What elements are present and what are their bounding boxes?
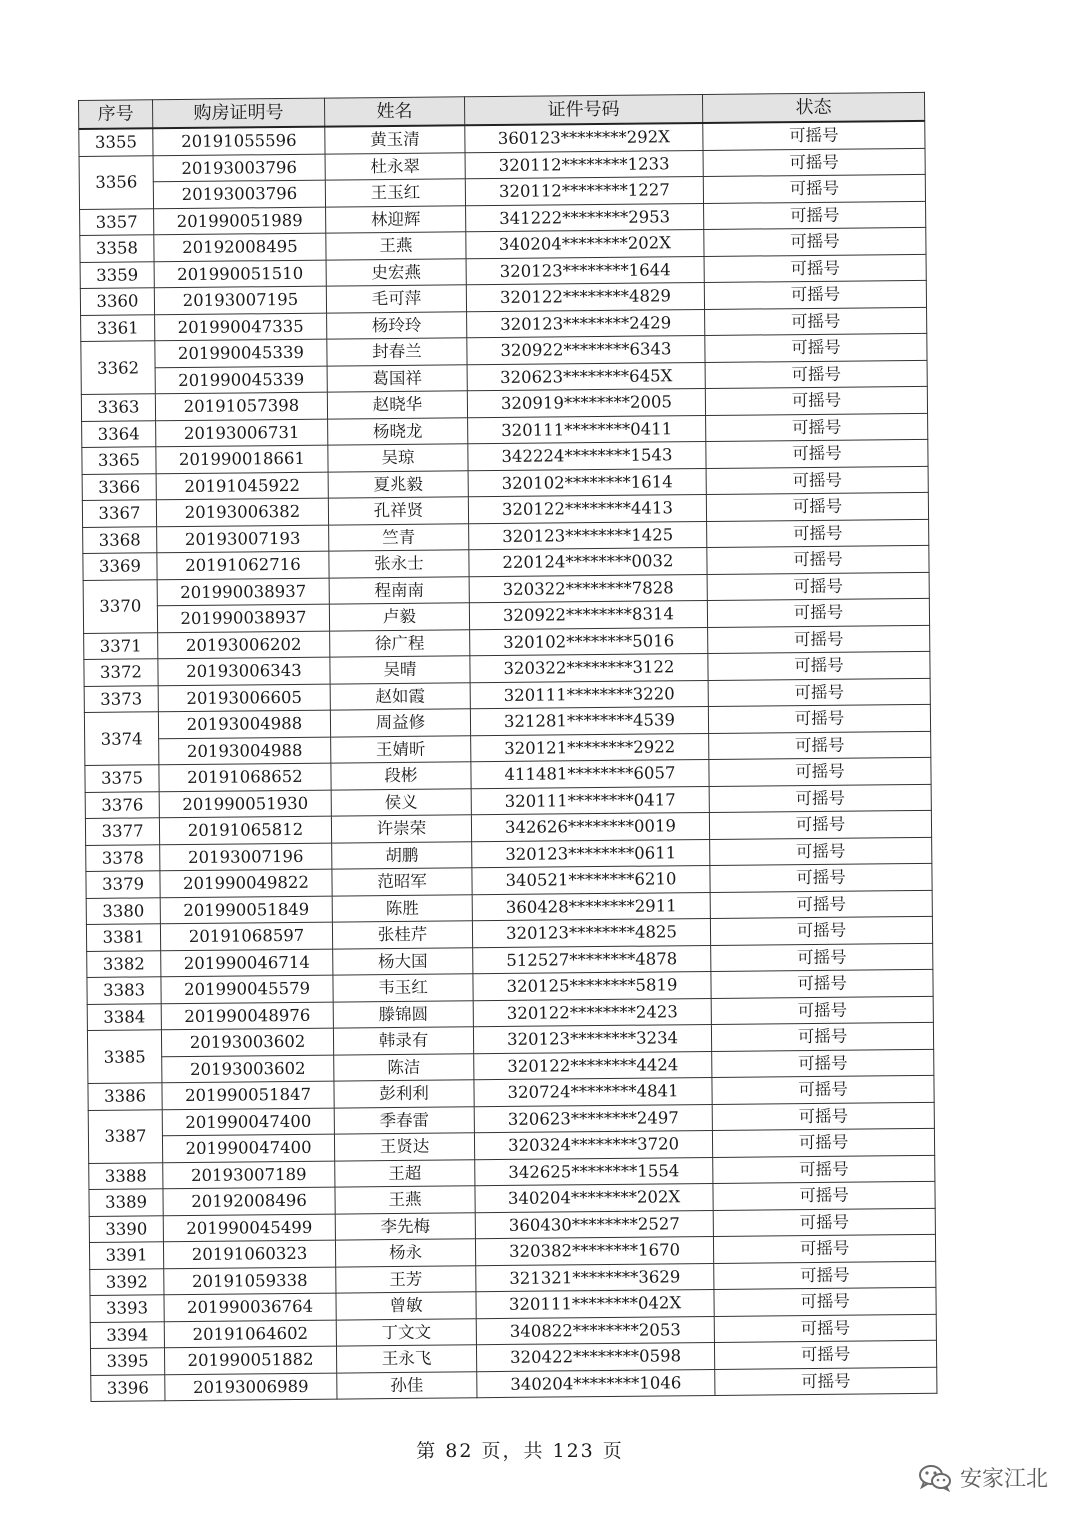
certificate-no-cell: 201990046714: [161, 949, 333, 977]
certificate-no-cell: 20193003602: [161, 1028, 333, 1056]
seq-cell: 3361: [81, 314, 155, 341]
id-number-cell: 320111********0417: [471, 786, 709, 815]
name-cell: 季春雷: [334, 1106, 474, 1134]
certificate-no-cell: 20193006731: [156, 419, 328, 447]
seq-cell: 3387: [88, 1109, 163, 1163]
name-cell: 杨永: [335, 1239, 475, 1267]
certificate-no-cell: 201990045339: [155, 366, 327, 394]
seq-cell: 3395: [90, 1348, 164, 1375]
seq-cell: 3384: [87, 1003, 161, 1030]
name-cell: 王芳: [336, 1265, 476, 1293]
id-number-cell: 411481********6057: [471, 759, 709, 788]
status-cell: 可摇号: [705, 386, 927, 415]
name-cell: 杨大国: [333, 947, 473, 975]
id-number-cell: 320382********1670: [475, 1236, 713, 1265]
name-cell: 杨玲玲: [327, 311, 467, 339]
status-cell: 可摇号: [711, 996, 933, 1025]
id-number-cell: 340822********2053: [476, 1316, 714, 1345]
status-cell: 可摇号: [706, 466, 928, 495]
seq-cell: 3358: [80, 235, 154, 262]
name-cell: 程南南: [329, 576, 469, 604]
status-cell: 可摇号: [713, 1155, 935, 1184]
id-number-cell: 360430********2527: [475, 1210, 713, 1239]
name-cell: 赵如霞: [330, 682, 470, 710]
status-cell: 可摇号: [711, 943, 933, 972]
status-cell: 可摇号: [712, 1128, 934, 1157]
certificate-no-cell: 201990038937: [157, 604, 329, 632]
name-cell: 胡鹏: [332, 841, 472, 869]
seq-cell: 3385: [87, 1030, 162, 1084]
seq-cell: 3375: [85, 765, 159, 792]
name-cell: 王永飞: [336, 1345, 476, 1373]
certificate-no-cell: 201990045499: [163, 1214, 335, 1242]
name-cell: 杨晓龙: [328, 417, 468, 445]
certificate-no-cell: 201990051849: [160, 896, 332, 924]
name-cell: 史宏燕: [326, 258, 466, 286]
name-cell: 王燕: [326, 232, 466, 260]
id-number-cell: 320123********1425: [469, 521, 707, 550]
status-cell: 可摇号: [710, 837, 932, 866]
name-cell: 王玉红: [325, 179, 465, 207]
seq-cell: 3381: [86, 924, 160, 951]
status-cell: 可摇号: [707, 572, 929, 601]
certificate-no-cell: 20193003796: [153, 180, 325, 208]
id-number-cell: 320112********1227: [465, 177, 703, 206]
certificate-no-cell: 20193006605: [158, 684, 330, 712]
id-number-cell: 320111********042X: [476, 1289, 714, 1318]
certificate-no-cell: 20193007193: [157, 525, 329, 553]
name-cell: 段彬: [331, 762, 471, 790]
status-cell: 可摇号: [704, 227, 926, 256]
header-name: 姓名: [324, 97, 464, 127]
certificate-no-cell: 20193003602: [162, 1055, 334, 1083]
id-number-cell: 342224********1543: [468, 441, 706, 470]
name-cell: 王婧昕: [331, 735, 471, 763]
status-cell: 可摇号: [714, 1340, 936, 1369]
id-number-cell: 320623********645X: [467, 362, 705, 391]
certificate-no-cell: 20193007195: [154, 286, 326, 314]
seq-cell: 3355: [79, 128, 153, 156]
status-cell: 可摇号: [712, 1075, 934, 1104]
seq-cell: 3377: [85, 818, 159, 845]
status-cell: 可摇号: [708, 678, 930, 707]
status-cell: 可摇号: [705, 360, 927, 389]
seq-cell: 3386: [88, 1083, 162, 1110]
name-cell: 卢毅: [329, 603, 469, 631]
seq-cell: 3379: [86, 871, 160, 898]
certificate-no-cell: 201990047335: [155, 313, 327, 341]
status-cell: 可摇号: [711, 1022, 933, 1051]
seq-cell: 3368: [83, 526, 157, 553]
certificate-no-cell: 201990047400: [162, 1108, 334, 1136]
seq-cell: 3390: [89, 1215, 163, 1242]
seq-cell: 3382: [87, 950, 161, 977]
seq-cell: 3383: [87, 977, 161, 1004]
name-cell: 王超: [335, 1159, 475, 1187]
name-cell: 赵晓华: [327, 391, 467, 419]
seq-cell: 3363: [81, 394, 155, 421]
id-number-cell: 320123********0611: [472, 839, 710, 868]
table-body: [79, 121, 937, 1402]
id-number-cell: 220124********0032: [469, 547, 707, 576]
certificate-no-cell: 20193007189: [163, 1161, 335, 1189]
name-cell: 夏兆毅: [328, 470, 468, 498]
certificate-no-cell: 20191045922: [156, 472, 328, 500]
status-cell: 可摇号: [705, 333, 927, 362]
name-cell: 黄玉清: [325, 125, 465, 153]
header-seq: 序号: [79, 100, 153, 129]
status-cell: 可摇号: [710, 890, 932, 919]
id-number-cell: 320623********2497: [474, 1104, 712, 1133]
certificate-no-cell: 201990047400: [162, 1134, 334, 1162]
status-cell: 可摇号: [708, 625, 930, 654]
header-status: 状态: [702, 92, 924, 123]
id-number-cell: 320322********7828: [469, 574, 707, 603]
seq-cell: 3366: [82, 473, 156, 500]
id-number-cell: 320724********4841: [474, 1077, 712, 1106]
header-certificate-no: 购房证明号: [153, 98, 325, 128]
id-number-cell: 320324********3720: [474, 1130, 712, 1159]
name-cell: 张永士: [329, 550, 469, 578]
name-cell: 李先梅: [335, 1212, 475, 1240]
status-cell: 可摇号: [714, 1261, 936, 1290]
status-cell: 可摇号: [703, 148, 925, 177]
seq-cell: 3380: [86, 897, 160, 924]
id-number-cell: 320922********8314: [469, 600, 707, 629]
seq-cell: 3359: [80, 261, 154, 288]
watermark-text: 安家江北: [959, 1467, 1048, 1492]
id-number-cell: 320122********4413: [468, 494, 706, 523]
id-number-cell: 342625********1554: [475, 1157, 713, 1186]
name-cell: 陈洁: [334, 1053, 474, 1081]
seq-cell: 3372: [84, 659, 158, 686]
certificate-no-cell: 20193006343: [158, 657, 330, 685]
status-cell: 可摇号: [709, 757, 931, 786]
id-number-cell: 320112********1233: [465, 150, 703, 179]
name-cell: 陈胜: [332, 894, 472, 922]
status-cell: 可摇号: [706, 413, 928, 442]
status-cell: 可摇号: [709, 810, 931, 839]
certificate-no-cell: 201990051989: [154, 207, 326, 235]
certificate-no-cell: 20191055596: [153, 127, 325, 156]
status-cell: 可摇号: [707, 598, 929, 627]
status-cell: 可摇号: [710, 916, 932, 945]
status-cell: 可摇号: [714, 1314, 936, 1343]
id-number-cell: 360123********292X: [465, 123, 703, 152]
certificate-no-cell: 201990051510: [154, 260, 326, 288]
id-number-cell: 341222********2953: [466, 203, 704, 232]
watermark: [918, 1462, 1048, 1493]
id-number-cell: 360428********2911: [472, 892, 710, 921]
id-number-cell: 320123********1644: [466, 256, 704, 285]
status-cell: 可摇号: [707, 545, 929, 574]
seq-cell: 3391: [89, 1242, 163, 1269]
name-cell: 孔祥贤: [328, 497, 468, 525]
id-number-cell: 321321********3629: [476, 1263, 714, 1292]
name-cell: 王贤达: [334, 1133, 474, 1161]
status-cell: 可摇号: [710, 863, 932, 892]
id-number-cell: 340521********6210: [472, 865, 710, 894]
id-number-cell: 320919********2005: [467, 388, 705, 417]
seq-cell: 3367: [82, 500, 156, 527]
id-number-cell: 320111********3220: [470, 680, 708, 709]
status-cell: 可摇号: [713, 1181, 935, 1210]
status-cell: 可摇号: [704, 254, 926, 283]
seq-cell: 3394: [90, 1321, 164, 1348]
id-number-cell: 320121********2922: [471, 733, 709, 762]
status-cell: 可摇号: [707, 519, 929, 548]
certificate-no-cell: 201990051882: [164, 1346, 336, 1374]
certificate-no-cell: 20191068597: [160, 922, 332, 950]
status-cell: 可摇号: [715, 1367, 937, 1396]
certificate-no-cell: 201990045579: [161, 975, 333, 1003]
name-cell: 韦玉红: [333, 974, 473, 1002]
status-cell: 可摇号: [708, 704, 930, 733]
id-number-cell: 320102********5016: [470, 627, 708, 656]
status-cell: 可摇号: [712, 1102, 934, 1131]
certificate-no-cell: 20191062716: [157, 551, 329, 579]
seq-cell: 3396: [91, 1374, 165, 1401]
certificate-no-cell: 20191065812: [159, 816, 331, 844]
certificate-no-cell: 20191057398: [155, 392, 327, 420]
name-cell: 林迎辉: [326, 205, 466, 233]
id-number-cell: 320322********3122: [470, 653, 708, 682]
seq-cell: 3357: [80, 208, 154, 235]
certificate-no-cell: 20193004988: [159, 737, 331, 765]
status-cell: 可摇号: [704, 201, 926, 230]
seq-cell: 3376: [85, 791, 159, 818]
name-cell: 周益修: [330, 709, 470, 737]
id-number-cell: 320123********4825: [472, 918, 710, 947]
seq-cell: 3371: [84, 632, 158, 659]
id-number-cell: 320123********2429: [467, 309, 705, 338]
certificate-no-cell: 201990036764: [164, 1293, 336, 1321]
name-cell: 吴晴: [330, 656, 470, 684]
name-cell: 竺青: [329, 523, 469, 551]
id-number-cell: 340204********1046: [477, 1369, 715, 1398]
status-cell: 可摇号: [713, 1208, 935, 1237]
seq-cell: 3374: [84, 712, 159, 766]
status-cell: 可摇号: [709, 784, 931, 813]
certificate-no-cell: 20191068652: [159, 763, 331, 791]
name-cell: 张桂芹: [332, 921, 472, 949]
id-number-cell: 512527********4878: [473, 945, 711, 974]
certificate-no-cell: 20191060323: [163, 1240, 335, 1268]
name-cell: 孙佳: [337, 1371, 477, 1399]
name-cell: 杜永翠: [325, 152, 465, 180]
status-cell: 可摇号: [711, 969, 933, 998]
page-number: 第 82 页，共 123 页: [416, 1440, 624, 1462]
seq-cell: 3364: [82, 420, 156, 447]
certificate-no-cell: 201990018661: [156, 445, 328, 473]
name-cell: 曾敏: [336, 1292, 476, 1320]
certificate-no-cell: 201990051847: [162, 1081, 334, 1109]
certificate-no-cell: 20193007196: [160, 843, 332, 871]
status-cell: 可摇号: [708, 651, 930, 680]
certificate-no-cell: 20193006202: [158, 631, 330, 659]
name-cell: 侯义: [331, 788, 471, 816]
certificate-no-cell: 20192008496: [163, 1187, 335, 1215]
seq-cell: 3378: [86, 844, 160, 871]
seq-cell: 3356: [79, 155, 154, 209]
id-number-cell: 340204********202X: [466, 229, 704, 258]
document-sheet: [78, 92, 936, 1402]
header-id-number: 证件号码: [464, 95, 702, 126]
name-cell: 彭利利: [334, 1080, 474, 1108]
status-cell: 可摇号: [706, 439, 928, 468]
seq-cell: 3393: [90, 1295, 164, 1322]
id-number-cell: 320123********3234: [473, 1024, 711, 1053]
seq-cell: 3373: [84, 685, 158, 712]
name-cell: 徐广程: [330, 629, 470, 657]
certificate-no-cell: 201990045339: [155, 339, 327, 367]
name-cell: 韩录有: [333, 1027, 473, 1055]
seq-cell: 3362: [81, 341, 156, 395]
id-number-cell: 320422********0598: [476, 1342, 714, 1371]
name-cell: 吴琼: [328, 444, 468, 472]
name-cell: 葛国祥: [327, 364, 467, 392]
id-number-cell: 320122********4829: [466, 282, 704, 311]
housing-lottery-table: [78, 92, 937, 1402]
id-number-cell: 340204********202X: [475, 1183, 713, 1212]
wechat-icon: [918, 1464, 952, 1492]
status-cell: 可摇号: [703, 121, 925, 150]
id-number-cell: 320102********1614: [468, 468, 706, 497]
certificate-no-cell: 20192008495: [154, 233, 326, 261]
status-cell: 可摇号: [712, 1049, 934, 1078]
seq-cell: 3389: [89, 1189, 163, 1216]
status-cell: 可摇号: [714, 1287, 936, 1316]
name-cell: 封春兰: [327, 338, 467, 366]
seq-cell: 3369: [83, 553, 157, 580]
name-cell: 毛可萍: [326, 285, 466, 313]
certificate-no-cell: 201990051930: [159, 790, 331, 818]
certificate-no-cell: 201990038937: [157, 578, 329, 606]
seq-cell: 3392: [90, 1268, 164, 1295]
name-cell: 滕锦圆: [333, 1000, 473, 1028]
name-cell: 范昭军: [332, 868, 472, 896]
id-number-cell: 342626********0019: [471, 812, 709, 841]
name-cell: 许崇荣: [331, 815, 471, 843]
status-cell: 可摇号: [706, 492, 928, 521]
id-number-cell: 320111********0411: [468, 415, 706, 444]
id-number-cell: 321281********4539: [470, 706, 708, 735]
certificate-no-cell: 20193006382: [156, 498, 328, 526]
certificate-no-cell: 20193003796: [153, 154, 325, 182]
certificate-no-cell: 20193004988: [158, 710, 330, 738]
status-cell: 可摇号: [713, 1234, 935, 1263]
seq-cell: 3365: [82, 447, 156, 474]
seq-cell: 3360: [80, 288, 154, 315]
status-cell: 可摇号: [704, 280, 926, 309]
certificate-no-cell: 20193006989: [165, 1373, 337, 1401]
certificate-no-cell: 20191064602: [164, 1320, 336, 1348]
certificate-no-cell: 20191059338: [164, 1267, 336, 1295]
id-number-cell: 320122********2423: [473, 998, 711, 1027]
certificate-no-cell: 201990049822: [160, 869, 332, 897]
status-cell: 可摇号: [709, 731, 931, 760]
seq-cell: 3388: [89, 1162, 163, 1189]
seq-cell: 3370: [83, 579, 158, 633]
id-number-cell: 320125********5819: [473, 971, 711, 1000]
status-cell: 可摇号: [705, 307, 927, 336]
id-number-cell: 320122********4424: [474, 1051, 712, 1080]
status-cell: 可摇号: [703, 174, 925, 203]
name-cell: 丁文文: [336, 1318, 476, 1346]
id-number-cell: 320922********6343: [467, 335, 705, 364]
name-cell: 王燕: [335, 1186, 475, 1214]
certificate-no-cell: 201990048976: [161, 1002, 333, 1030]
